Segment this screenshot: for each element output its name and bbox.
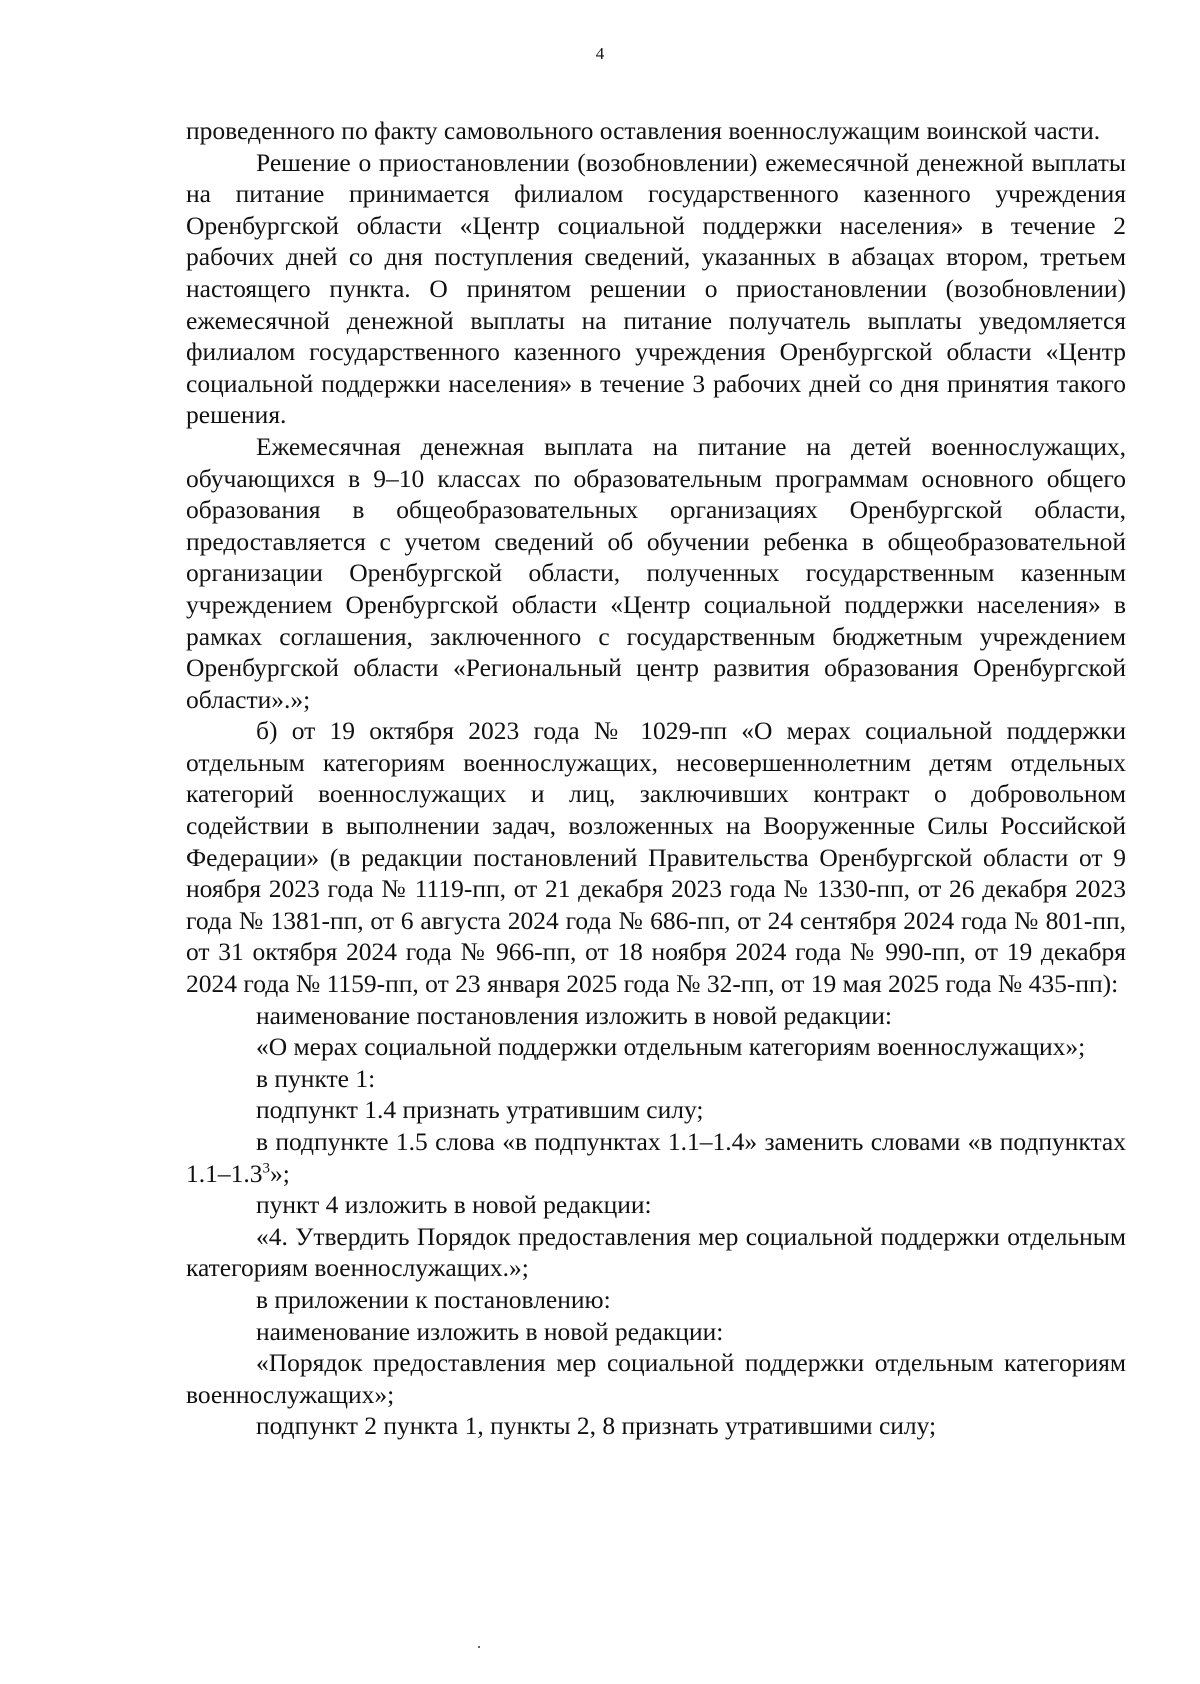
paragraph: наименование постановления изложить в новой редакции: [256,1000,892,1030]
paragraph [186,1126,1126,1189]
paragraph: «4. Утвердить Порядок предоставления мер социальной поддержки отдельным категориям военнослужащих.»; [186,1221,1126,1283]
scan-speck [478,1646,480,1648]
paragraph-text-end: »; [270,1158,290,1188]
paragraph: «Порядок предоставления мер социальной поддержки отдельным категориям военнослужащих»; [186,1348,1126,1409]
page-number: 4 [595,44,605,63]
paragraph: «О мерах социальной поддержки отдельным категориям военнослужащих»; [256,1032,1086,1062]
paragraph: подпункт 2 пункта 1, пункты 2, 8 признать утратившими силу; [256,1411,937,1441]
paragraph: подпункт 1.4 признать утратившим силу; [256,1095,704,1125]
paragraph: б) от 19 октября 2023 года № 1029-пп «О мерах социальной поддержки отдельным категориям военнослужащих, несовершеннолетним детям отдельных категорий военнослужащих и лиц, заключивших контракт о добровольном содействии в выполнении задач, возложенных на Вооруженные Силы Российской Федерации» (в редакции постановлений Правительства Оренбургской области от 9 ноября 2023 года № 1119-пп, от 21 декабря 2023 года № 1330-пп, от 26 декабря 2023 года № 1381-пп, от 6 августа 2024 года № 686-пп, от 24 сентября 2024 года № 801-пп, от 31 октября 2024 года № 966-пп, от 18 ноября 2024 года № 990-пп, от 19 декабря 2024 года № 1159-пп, от 23 января 2025 года № 32-пп, от 19 мая 2025 года № 435-пп): [186,716,1126,999]
document-body [186,115,1126,1442]
paragraph: в пункте 1: [256,1063,376,1093]
paragraph: пункт 4 изложить в новой редакции: [256,1190,652,1220]
paragraph: в приложении к постановлению: [256,1284,611,1314]
paragraph-text: в подпункте 1.5 слова «в подпунктах 1.1–1.4» заменить словами «в подпунктах 1.1–1.3 [186,1127,1126,1188]
paragraph: Ежемесячная денежная выплата на питание на детей военнослужащих, обучающихся в 9–10 классах по образовательным программам основного общего образования в общеобразовательных организациях Оренбургской области, предоставляется с учетом сведений об обучении ребенка в общеобразовательной организации Оренбургской области, полученных государственным казенным учреждением Оренбургской области «Центр социальной поддержки населения» в рамках соглашения, заключенного с государственным бюджетным учреждением Оренбургской области «Региональный центр развития образования Оренбургской области».»; [186,431,1126,714]
paragraph: наименование изложить в новой редакции: [256,1316,724,1346]
paragraph: Решение о приостановлении (возобновлении) ежемесячной денежной выплаты на питание принимается филиалом государственного казенного учреждения Оренбургской области «Центр социальной поддержки населения» в течение 2 рабочих дней со дня поступления сведений, указанных в абзацах втором, третьем настоящего пункта. О принятом решении о приостановлении (возобновлении) ежемесячной денежной выплаты на питание получатель выплаты уведомляется филиалом государственного казенного учреждения Оренбургской области «Центр социальной поддержки населения» в течение 3 рабочих дней со дня принятия такого решения. [186,147,1126,430]
paragraph: проведенного по факту самовольного оставления военнослужащим воинской части. [186,116,1101,145]
superscript: 3 [262,1160,270,1177]
